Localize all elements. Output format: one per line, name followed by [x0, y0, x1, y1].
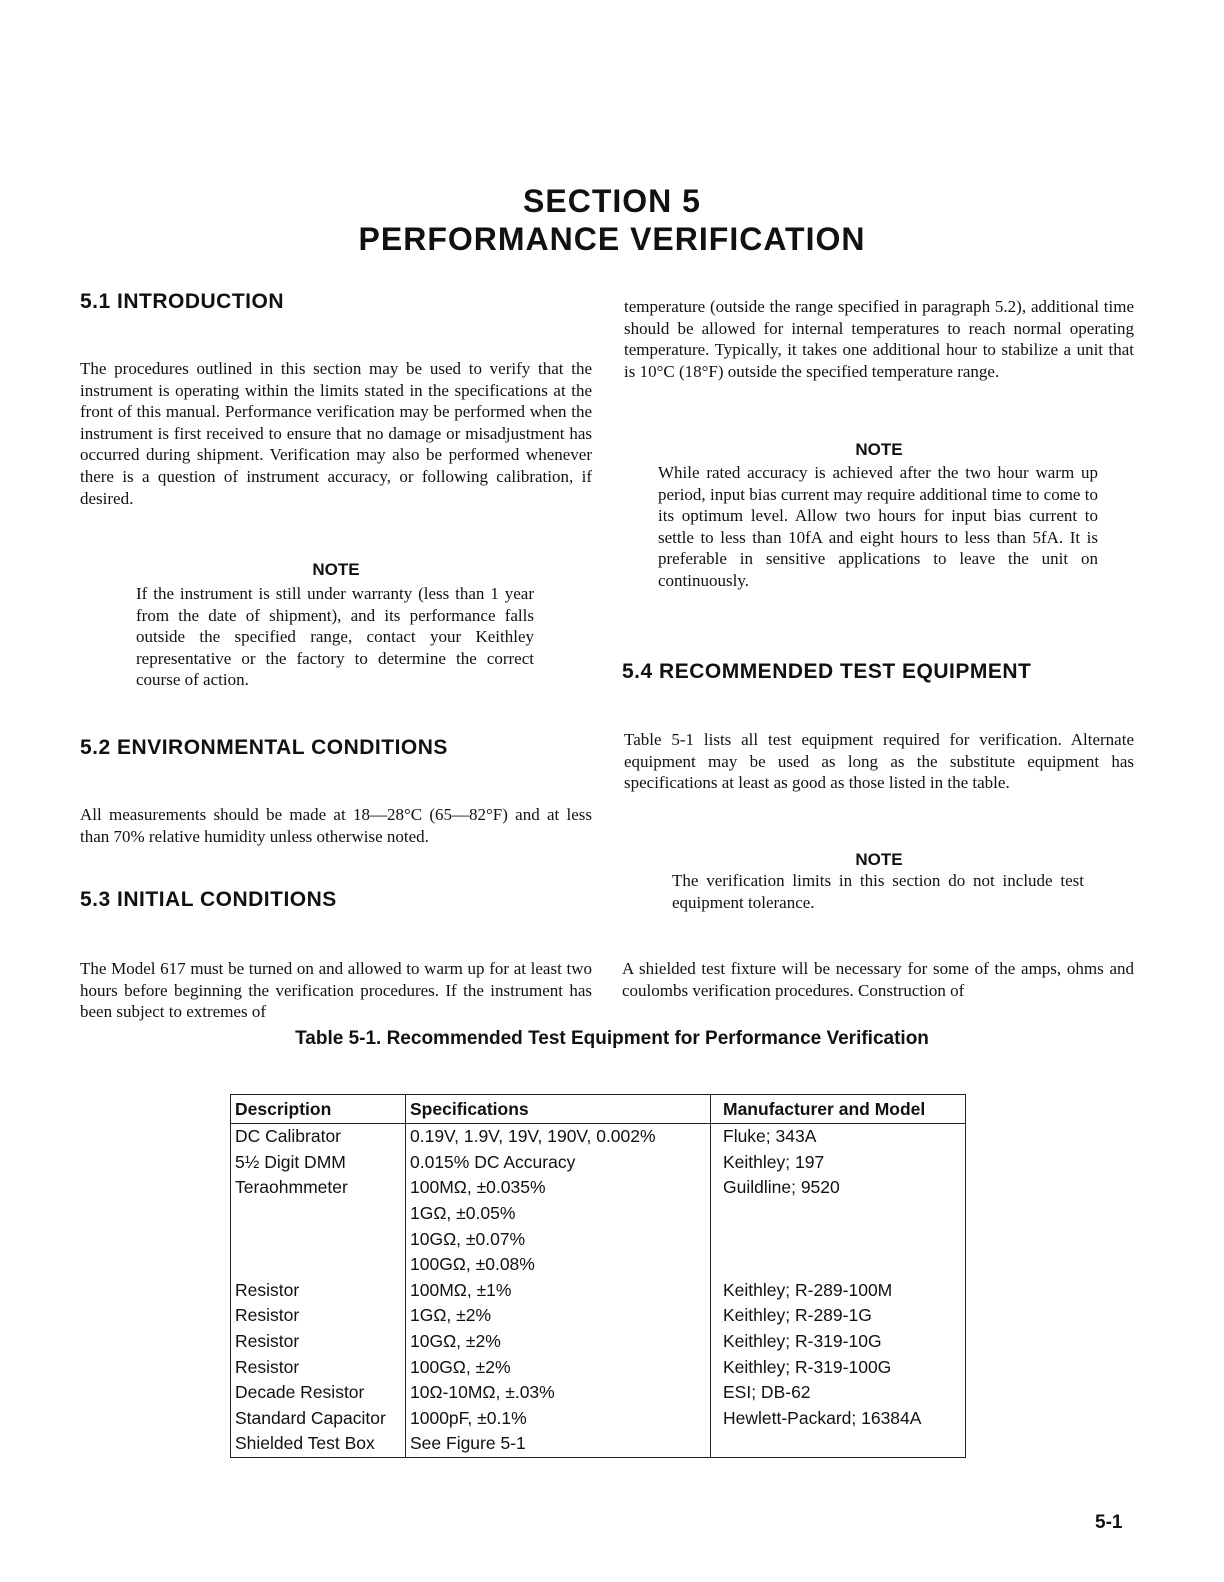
table-row: [231, 1124, 966, 1150]
cell-specification: 0.19V, 1.9V, 19V, 190V, 0.002%: [406, 1124, 711, 1150]
table-row: [231, 1252, 966, 1278]
table-header-row: [231, 1095, 966, 1124]
cell-manufacturer: ESI; DB-62: [711, 1380, 966, 1406]
table-caption: Table 5-1. Recommended Test Equipment for Performance Verification: [295, 1028, 929, 1049]
cell-specification: See Figure 5-1: [406, 1431, 711, 1457]
cell-specification: 1GΩ, ±2%: [406, 1303, 711, 1329]
note-heading-intro: NOTE: [312, 560, 360, 579]
table-row: [231, 1150, 966, 1176]
cell-specification: 100GΩ, ±2%: [406, 1354, 711, 1380]
cell-manufacturer: [711, 1431, 966, 1457]
note-warranty: If the instrument is still under warranty (less than 1 year from the date of shipment), and its performance falls outside the specified range, contact your Keithley representative or the factory to determine the correct course of action.: [136, 584, 534, 690]
table-row: [231, 1354, 966, 1380]
cell-specification: 1GΩ, ±0.05%: [406, 1201, 711, 1227]
table-row: [231, 1175, 966, 1201]
cell-manufacturer: [711, 1252, 966, 1278]
heading-5-4: 5.4 RECOMMENDED TEST EQUIPMENT: [622, 660, 1032, 683]
section-title: PERFORMANCE VERIFICATION: [358, 221, 866, 257]
table-row: [231, 1201, 966, 1227]
note-heading-tolerance: NOTE: [855, 850, 903, 869]
cell-description: DC Calibrator: [231, 1124, 406, 1150]
cell-manufacturer: Keithley; R-289-100M: [711, 1278, 966, 1304]
cell-manufacturer: [711, 1201, 966, 1227]
cell-specification: 1000pF, ±0.1%: [406, 1406, 711, 1432]
test-equipment-paragraph: Table 5-1 lists all test equipment required for verification. Alternate equipment may be used as long as the substitute equipment has specifications at least as good as those listed in the table.: [624, 730, 1134, 793]
note-warmup: While rated accuracy is achieved after the two hour warm up period, input bias current may require additional time to come to its optimum level. Allow two hours for input bias current to settle to less than 10fA and eight hours to less than 5fA. It is preferable in sensitive applications to leave the unit on continuously.: [658, 463, 1098, 590]
cell-description: Resistor: [231, 1278, 406, 1304]
cell-description: [231, 1201, 406, 1227]
header-manufacturer: Manufacturer and Model: [711, 1095, 966, 1124]
cell-manufacturer: Keithley; R-319-10G: [711, 1329, 966, 1355]
cell-description: 5½ Digit DMM: [231, 1150, 406, 1176]
table-row: [231, 1380, 966, 1406]
cell-specification: 10GΩ, ±0.07%: [406, 1226, 711, 1252]
table-row: [231, 1303, 966, 1329]
note-tolerance: The verification limits in this section do not include test equipment tolerance.: [672, 871, 1084, 912]
cell-specification: 10Ω-10MΩ, ±.03%: [406, 1380, 711, 1406]
cell-description: Resistor: [231, 1329, 406, 1355]
cell-manufacturer: Keithley; R-319-100G: [711, 1354, 966, 1380]
cell-description: [231, 1252, 406, 1278]
page-number: 5-1: [1095, 1512, 1123, 1533]
cell-description: Decade Resistor: [231, 1380, 406, 1406]
cell-description: Shielded Test Box: [231, 1431, 406, 1457]
table-row: [231, 1226, 966, 1252]
table-row: [231, 1278, 966, 1304]
header-description: Description: [231, 1095, 406, 1124]
initial-conditions-continued: temperature (outside the range specified in paragraph 5.2), additional time should be allowed for internal temperatures to reach normal operating temperature. Typically, it takes one additional hour to stabilize a unit that is 10°C (18°F) outside the specified temperature range.: [624, 297, 1134, 381]
cell-description: Standard Capacitor: [231, 1406, 406, 1432]
cell-manufacturer: Fluke; 343A: [711, 1124, 966, 1150]
cell-description: Resistor: [231, 1354, 406, 1380]
cell-manufacturer: Keithley; R-289-1G: [711, 1303, 966, 1329]
shielded-fixture-paragraph: A shielded test fixture will be necessary for some of the amps, ohms and coulombs verification procedures. Construction of: [622, 959, 1134, 1000]
heading-5-1: 5.1 INTRODUCTION: [80, 290, 285, 313]
cell-description: Teraohmmeter: [231, 1175, 406, 1201]
cell-specification: 100MΩ, ±1%: [406, 1278, 711, 1304]
table-row: [231, 1329, 966, 1355]
cell-specification: 100MΩ, ±0.035%: [406, 1175, 711, 1201]
environmental-paragraph: All measurements should be made at 18—28°C (65—82°F) and at less than 70% relative humidity unless otherwise noted.: [80, 805, 592, 846]
cell-manufacturer: Guildline; 9520: [711, 1175, 966, 1201]
intro-paragraph: The procedures outlined in this section may be used to verify that the instrument is operating within the limits stated in the specifications at the front of this manual. Performance verification may be performed when the instrument is first received to ensure that no damage or misadjustment has occurred during shipment. Verification may also be performed whenever there is a question of instrument accuracy, or following calibration, if desired.: [80, 359, 592, 508]
cell-specification: 100GΩ, ±0.08%: [406, 1252, 711, 1278]
cell-specification: 10GΩ, ±2%: [406, 1329, 711, 1355]
table-row: [231, 1406, 966, 1432]
heading-5-2: 5.2 ENVIRONMENTAL CONDITIONS: [80, 736, 448, 759]
cell-description: Resistor: [231, 1303, 406, 1329]
cell-manufacturer: Hewlett-Packard; 16384A: [711, 1406, 966, 1432]
cell-specification: 0.015% DC Accuracy: [406, 1150, 711, 1176]
cell-manufacturer: [711, 1226, 966, 1252]
heading-5-3: 5.3 INITIAL CONDITIONS: [80, 888, 337, 911]
note-heading-warmup: NOTE: [855, 440, 903, 459]
table-row: [231, 1431, 966, 1457]
cell-description: [231, 1226, 406, 1252]
section-number: SECTION 5: [523, 183, 701, 219]
cell-manufacturer: Keithley; 197: [711, 1150, 966, 1176]
test-equipment-table: [230, 1094, 966, 1458]
header-specifications: Specifications: [406, 1095, 711, 1124]
initial-conditions-paragraph: The Model 617 must be turned on and allowed to warm up for at least two hours before beginning the verification procedures. If the instrument has been subject to extremes of: [80, 959, 592, 1022]
